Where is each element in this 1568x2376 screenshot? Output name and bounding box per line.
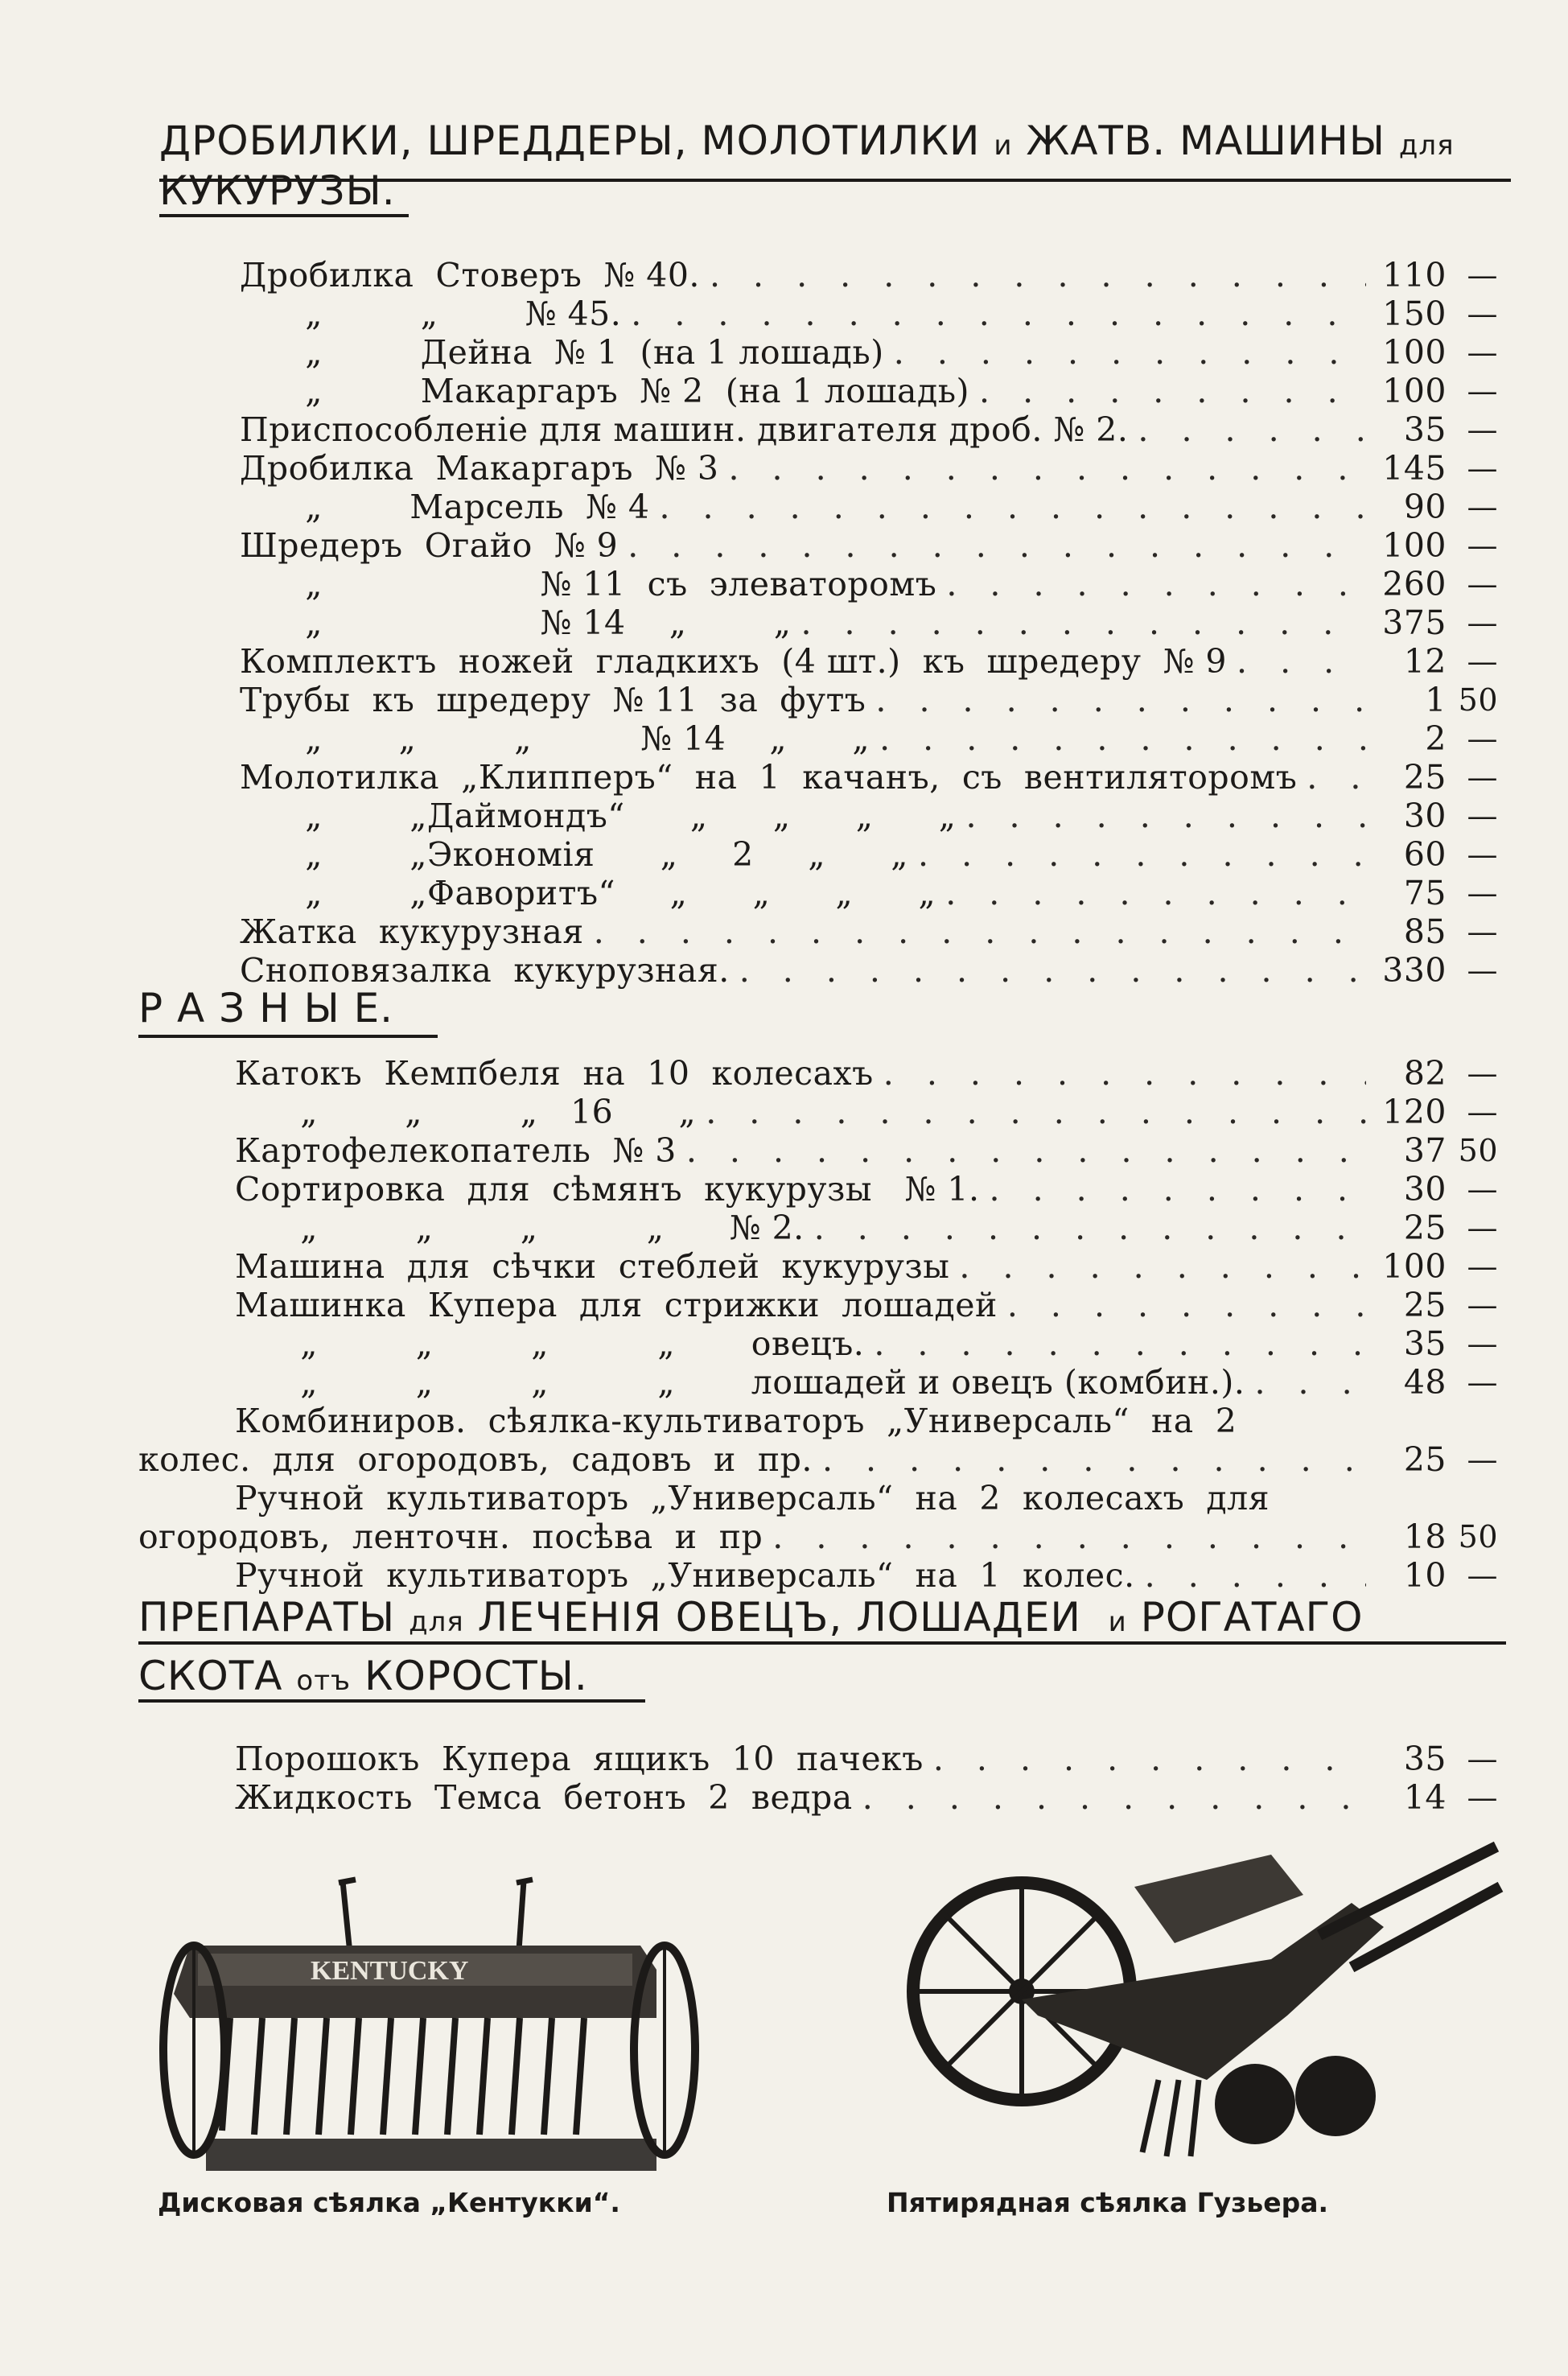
item-name: „ Марсель № 4 (240, 488, 650, 526)
price-kopecks: — (1467, 760, 1498, 795)
price-row (235, 1324, 1498, 1363)
price-kopecks: — (1467, 644, 1498, 679)
item-name: „ Макаргаръ № 2 (на 1 лошадь) (240, 372, 970, 410)
price-row (240, 449, 1498, 488)
price-kopecks: — (1467, 451, 1498, 486)
price-kopecks: — (1467, 489, 1498, 525)
price-kopecks: — (1467, 798, 1498, 834)
price-row (240, 758, 1498, 797)
item-name: Катокъ Кемпбеля на 10 колесахъ (235, 1054, 874, 1093)
heading-text: ЖАТВ. МАШИНЫ (1026, 117, 1385, 164)
price-kopecks: — (1467, 528, 1498, 563)
heading-text: ЛЕЧЕНІЯ ОВЕЦЪ, ЛОШАДЕИ (477, 1594, 1081, 1641)
leader-dots (1135, 1556, 1366, 1595)
leader-dots (874, 1054, 1366, 1093)
price-rubles: 2 (1425, 719, 1447, 758)
leader-dots (866, 681, 1366, 719)
price-rubles: 18 (1403, 1517, 1447, 1556)
price-rubles: 37 (1403, 1131, 1447, 1170)
kentucky-seeder-illustration (158, 1865, 705, 2179)
item-name: Шредеръ Огайо № 9 (240, 526, 619, 565)
price-kopecks: 50 (1458, 1133, 1498, 1168)
price-row (235, 1209, 1498, 1247)
heading-text: отъ (296, 1665, 352, 1697)
price-row (240, 526, 1498, 565)
price-row (240, 256, 1498, 294)
leader-dots (864, 1324, 1366, 1363)
section-heading-remedies-line2 (138, 1653, 588, 1699)
price-row (240, 719, 1498, 758)
leader-dots (677, 1131, 1366, 1170)
price-kopecks: — (1467, 1172, 1498, 1207)
price-rubles: 75 (1403, 874, 1447, 912)
leader-dots (1297, 758, 1366, 797)
price-rubles: 35 (1403, 1324, 1447, 1363)
leader-dots (1227, 642, 1366, 681)
leader-dots (618, 526, 1366, 565)
heading-underline (138, 1641, 1506, 1645)
price-row (240, 410, 1498, 449)
item-name: Комплектъ ножей гладкихъ (4 шт.) къ шредеру № 9 (240, 642, 1227, 681)
price-kopecks: 50 (1458, 1519, 1498, 1554)
item-name: Комбиниров. сѣялка-культиваторъ „Универсаль“ на 2 (235, 1402, 1237, 1440)
figure-caption-right: Пятирядная сѣялка Гузьера. (887, 2187, 1329, 2218)
price-row (235, 1131, 1498, 1170)
heading-text: ДРОБИЛКИ, ШРЕДДЕРЫ, МОЛОТИЛКИ (159, 117, 981, 164)
leader-dots (584, 912, 1366, 951)
price-kopecks: — (1467, 1056, 1498, 1091)
price-rubles: 100 (1382, 372, 1447, 410)
item-name: „ „ „ „ лошадей и овецъ (комбин.). (235, 1363, 1245, 1402)
price-kopecks: — (1467, 1249, 1498, 1284)
price-row (235, 1556, 1498, 1595)
heading-underline (159, 214, 409, 217)
price-rubles: 10 (1403, 1556, 1447, 1595)
heading-text: ПРЕПАРАТЫ (138, 1594, 396, 1641)
heading-text: РОГАТАГО (1140, 1594, 1364, 1641)
price-kopecks: — (1467, 373, 1498, 409)
price-row (240, 333, 1498, 372)
item-name: Жидкость Темса бетонъ 2 ведра (235, 1778, 853, 1817)
price-row (240, 372, 1498, 410)
leader-dots (813, 1440, 1366, 1479)
price-kopecks: — (1467, 1365, 1498, 1400)
leader-dots (791, 603, 1366, 642)
item-name: Дробилка Стоверъ № 40. (240, 256, 700, 294)
price-kopecks: — (1467, 1442, 1498, 1477)
price-rubles: 48 (1403, 1363, 1447, 1402)
planter-illustration (901, 1839, 1512, 2185)
leader-dots (730, 951, 1366, 990)
leader-dots (980, 1170, 1366, 1209)
price-rubles: 35 (1403, 410, 1447, 449)
heading-text: для (409, 1606, 464, 1638)
price-kopecks: — (1467, 875, 1498, 911)
price-row (240, 294, 1498, 333)
heading-underline (138, 1699, 645, 1703)
price-kopecks: — (1467, 1287, 1498, 1323)
section-heading-remedies (138, 1594, 1364, 1641)
price-rubles: 100 (1382, 526, 1447, 565)
price-rubles: 330 (1382, 951, 1447, 990)
price-rubles: 90 (1403, 488, 1447, 526)
price-row (240, 488, 1498, 526)
section-heading-corn (159, 117, 1455, 164)
item-name: Картофелекопатель № 3 (235, 1131, 677, 1170)
item-name: „ № 14 „ „ (240, 603, 792, 642)
leader-dots (956, 797, 1366, 835)
price-kopecks: — (1467, 953, 1498, 988)
leader-dots (621, 294, 1366, 333)
item-name: Ручной культиваторъ „Универсаль“ на 1 колес. (235, 1556, 1135, 1595)
price-kopecks: — (1467, 605, 1498, 640)
item-name: Трубы къ шредеру № 11 за футъ (240, 681, 866, 719)
price-row (235, 1363, 1498, 1402)
price-kopecks: — (1467, 721, 1498, 756)
item-name: огородовъ, ленточн. посѣва и пр (138, 1517, 763, 1556)
leader-dots (718, 449, 1366, 488)
item-name: Сортировка для сѣмянъ кукурузы № 1. (235, 1170, 980, 1209)
leader-dots (870, 719, 1366, 758)
price-rubles: 1 (1425, 681, 1447, 719)
leader-dots (949, 1247, 1366, 1286)
price-row (235, 1170, 1498, 1209)
leader-dots (969, 372, 1366, 410)
price-kopecks: — (1467, 412, 1498, 447)
leader-dots (908, 835, 1366, 874)
price-row (240, 603, 1498, 642)
item-name: „ „Даймондъ“ „ „ „ „ (240, 797, 957, 835)
kentucky-brand-text: KENTUCKY (311, 1956, 469, 1986)
heading-text: СКОТА (138, 1653, 283, 1699)
item-name: Машинка Купера для стрижки лошадей (235, 1286, 998, 1324)
item-name: „ Дейна № 1 (на 1 лошадь) (240, 333, 884, 372)
price-row (240, 835, 1498, 874)
price-kopecks: — (1467, 837, 1498, 872)
item-name: Приспособленіе для машин. двигателя дроб. № 2. (240, 410, 1129, 449)
heading-text: и (1108, 1606, 1127, 1638)
item-name: Порошокъ Купера ящикъ 10 пачекъ (235, 1740, 924, 1778)
price-rubles: 30 (1403, 1170, 1447, 1209)
price-rubles: 100 (1382, 1247, 1447, 1286)
price-row (240, 565, 1498, 603)
item-name: „ „ „ № 14 „ „ (240, 719, 870, 758)
price-row (138, 1517, 1498, 1556)
heading-text: для (1398, 130, 1455, 162)
section-heading-corn-line2: КУКУРУЗЫ. (159, 167, 396, 214)
price-rubles: 35 (1403, 1740, 1447, 1778)
price-rubles: 25 (1403, 758, 1447, 797)
item-name: „ „Экономія „ 2 „ „ (240, 835, 909, 874)
item-name: колес. для огородовъ, садовъ и пр. (138, 1440, 813, 1479)
price-kopecks: — (1467, 1326, 1498, 1361)
price-rubles: 145 (1382, 449, 1447, 488)
leader-dots (696, 1093, 1366, 1131)
figure-caption-left: Дисковая сѣялка „Кентукки“. (158, 2187, 620, 2218)
leader-dots (1128, 410, 1366, 449)
leader-dots (1245, 1363, 1366, 1402)
price-rubles: 25 (1403, 1286, 1447, 1324)
price-row (240, 797, 1498, 835)
price-rubles: 25 (1403, 1209, 1447, 1247)
price-row (240, 874, 1498, 912)
price-row (235, 1286, 1498, 1324)
price-rubles: 60 (1403, 835, 1447, 874)
price-kopecks: — (1467, 566, 1498, 602)
price-kopecks: — (1467, 1558, 1498, 1593)
price-kopecks: 50 (1458, 682, 1498, 718)
price-row (240, 642, 1498, 681)
price-row (235, 1479, 1498, 1517)
heading-underline (138, 1035, 438, 1038)
item-name: „ „ „ 16 „ (235, 1093, 697, 1131)
price-kopecks: — (1467, 335, 1498, 370)
leader-dots (700, 256, 1366, 294)
price-kopecks: — (1467, 1780, 1498, 1815)
price-rubles: 85 (1403, 912, 1447, 951)
price-rubles: 150 (1382, 294, 1447, 333)
section-heading-misc: Р А З Н Ы Е. (138, 985, 394, 1032)
price-rubles: 375 (1382, 603, 1447, 642)
item-name: „ „Фаворитъ“ „ „ „ „ (240, 874, 936, 912)
leader-dots (884, 333, 1366, 372)
price-row (235, 1093, 1498, 1131)
price-row (235, 1402, 1498, 1440)
item-name: „ № 11 съ элеваторомъ (240, 565, 937, 603)
leader-dots (853, 1778, 1366, 1817)
price-row (138, 1440, 1498, 1479)
leader-dots (924, 1740, 1366, 1778)
price-kopecks: — (1467, 1741, 1498, 1777)
item-name: „ „ „ „ овецъ. (235, 1324, 865, 1363)
leader-dots (805, 1209, 1366, 1247)
item-name: Жатка кукурузная (240, 912, 584, 951)
heading-text: КОРОСТЫ. (364, 1653, 588, 1699)
leader-dots (649, 488, 1366, 526)
leader-dots (936, 565, 1366, 603)
item-name: Молотилка „Клипперъ“ на 1 качанъ, съ вентиляторомъ (240, 758, 1298, 797)
price-rubles: 260 (1382, 565, 1447, 603)
price-row (235, 1247, 1498, 1286)
price-kopecks: — (1467, 1094, 1498, 1130)
price-kopecks: — (1467, 1210, 1498, 1246)
item-name: „ „ „ „ № 2. (235, 1209, 805, 1247)
price-rubles: 120 (1382, 1093, 1447, 1131)
item-name: „ „ № 45. (240, 294, 622, 333)
price-row (240, 681, 1498, 719)
item-name: Ручной культиваторъ „Универсаль“ на 2 колесахъ для (235, 1479, 1270, 1517)
price-rubles: 12 (1403, 642, 1447, 681)
price-kopecks: — (1467, 914, 1498, 949)
price-rubles: 30 (1403, 797, 1447, 835)
price-rubles: 14 (1403, 1778, 1447, 1817)
item-name: Дробилка Макаргаръ № 3 (240, 449, 719, 488)
price-rubles: 100 (1382, 333, 1447, 372)
item-name: Сноповязалка кукурузная. (240, 951, 730, 990)
heading-text: и (994, 130, 1013, 162)
price-row (235, 1778, 1498, 1817)
price-row (235, 1054, 1498, 1093)
price-rubles: 82 (1403, 1054, 1447, 1093)
price-row (240, 951, 1498, 990)
leader-dots (763, 1517, 1366, 1556)
leader-dots (998, 1286, 1366, 1324)
price-kopecks: — (1467, 296, 1498, 331)
item-name: Машина для сѣчки стеблей кукурузы (235, 1247, 950, 1286)
price-rubles: 25 (1403, 1440, 1447, 1479)
leader-dots (936, 874, 1366, 912)
price-row (235, 1740, 1498, 1778)
price-rubles: 110 (1382, 256, 1447, 294)
price-row (240, 912, 1498, 951)
price-kopecks: — (1467, 257, 1498, 293)
